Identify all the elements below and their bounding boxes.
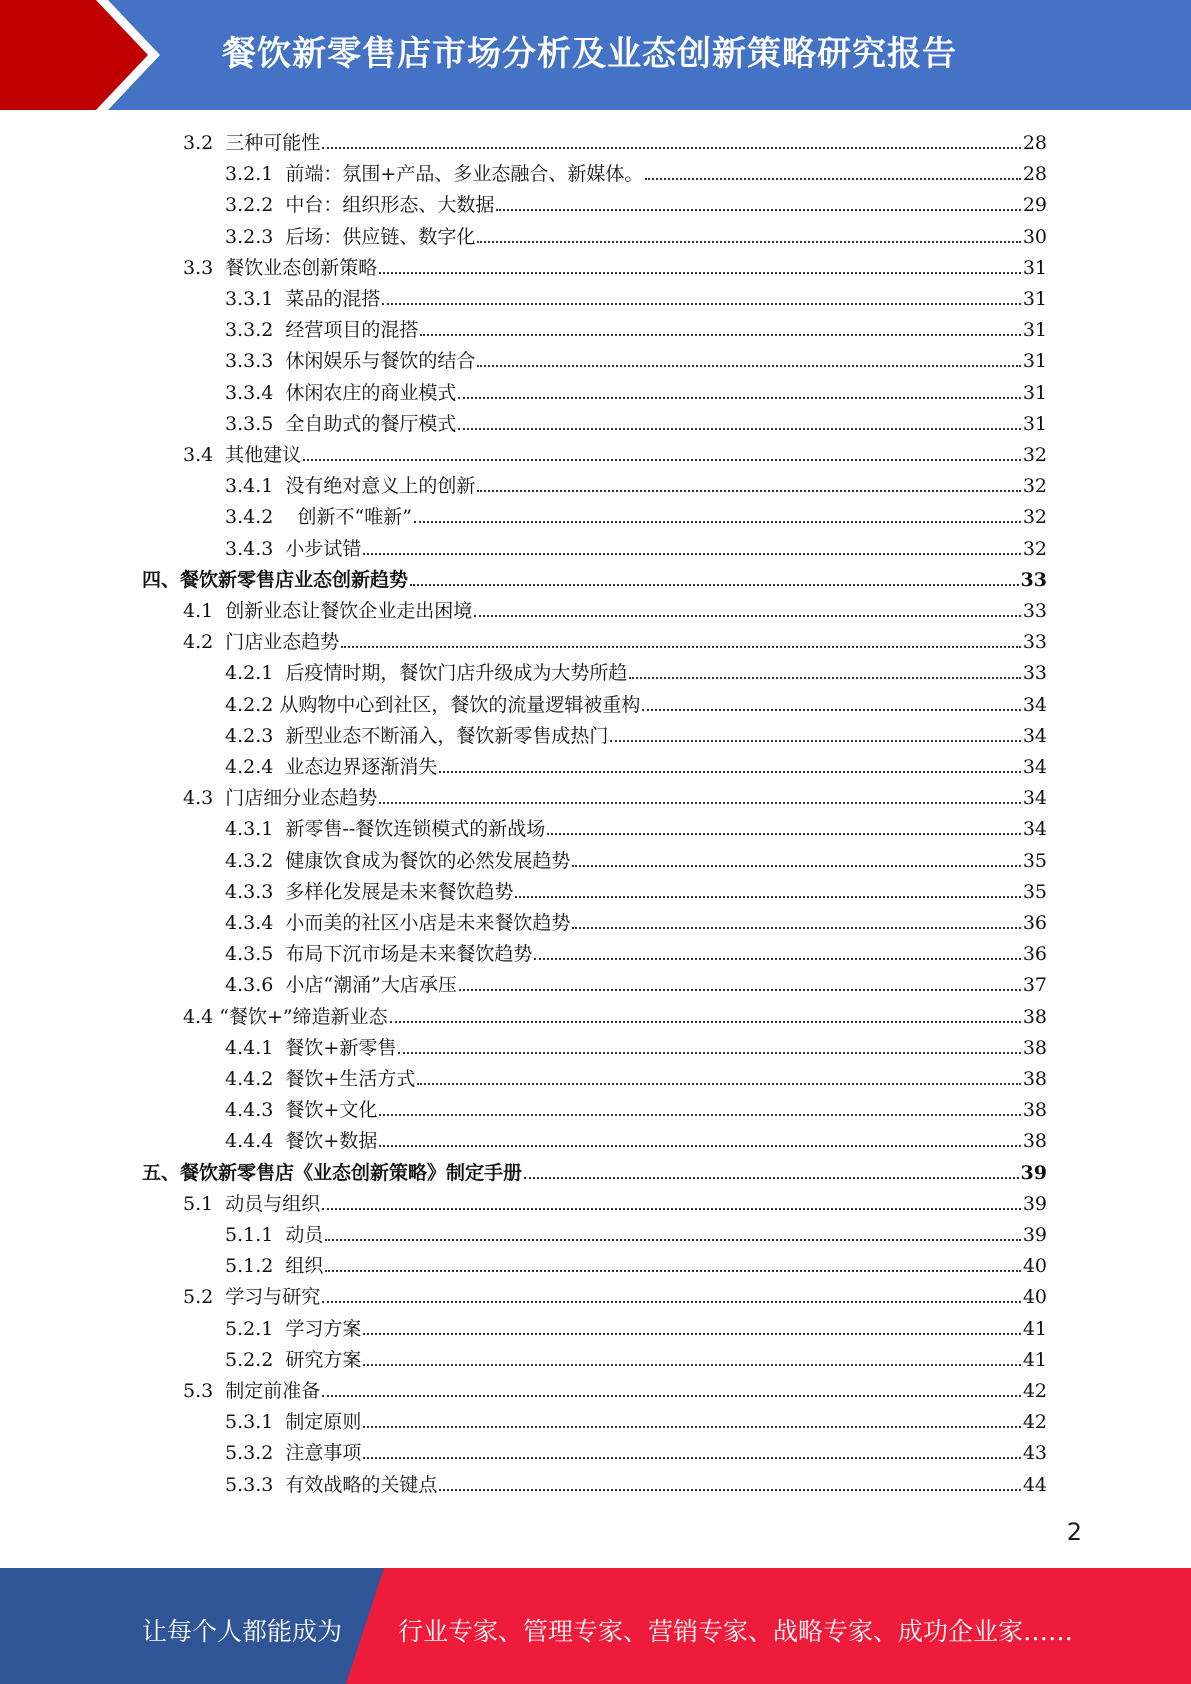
toc-entry-page: 38 [1022, 1130, 1047, 1153]
toc-entry-label: 4.3.3 多样化发展是未来餐饮趋势 [225, 880, 514, 903]
toc-entry-page: 38 [1022, 1005, 1047, 1028]
toc-entry[interactable] [225, 1344, 1047, 1372]
toc-dot-leader [534, 958, 1020, 960]
toc-entry[interactable] [183, 1188, 1047, 1216]
toc-entry[interactable] [225, 377, 1047, 405]
toc-entry[interactable] [225, 189, 1047, 217]
toc-entry-label: 3.3.2 经营项目的混搭 [225, 319, 419, 342]
toc-entry-page: 34 [1022, 724, 1047, 747]
toc-entry[interactable] [225, 969, 1047, 997]
toc-dot-leader [322, 1395, 1021, 1397]
toc-dot-leader [379, 802, 1021, 804]
toc-entry[interactable] [225, 158, 1047, 186]
toc-entry[interactable] [183, 439, 1047, 467]
toc-entry-page: 32 [1022, 444, 1047, 466]
toc-entry-page: 32 [1022, 537, 1047, 560]
toc-dot-leader [363, 1457, 1020, 1459]
toc-entry-label: 3.4 其他建议 [183, 444, 302, 466]
toc-entry[interactable] [225, 1094, 1047, 1122]
toc-entry-page: 34 [1022, 787, 1047, 810]
toc-entry[interactable] [225, 1219, 1047, 1247]
toc-dot-leader [363, 1426, 1020, 1428]
toc-entry-label: 4.3.6 小店“潮涌”大店承压 [225, 974, 457, 997]
toc-entry-page: 31 [1022, 256, 1047, 279]
toc-entry[interactable] [225, 533, 1047, 561]
page-footer [0, 1568, 1191, 1684]
toc-dot-leader [420, 334, 1020, 336]
toc-entry[interactable] [225, 876, 1047, 904]
toc-entry-label: 5.1.2 组织 [225, 1255, 324, 1278]
toc-dot-leader [610, 740, 1020, 742]
toc-entry[interactable] [225, 1125, 1047, 1153]
toc-entry[interactable] [225, 845, 1047, 873]
toc-entry-label: 3.3.1 菜品的混搭 [225, 288, 381, 310]
toc-entry-label: 4.2 门店业态趋势 [183, 631, 340, 654]
toc-dot-leader [477, 365, 1020, 367]
toc-entry-page: 35 [1022, 880, 1047, 903]
toc-entry[interactable] [142, 564, 1047, 592]
toc-dot-leader [322, 147, 1021, 149]
toc-entry-page: 34 [1022, 756, 1047, 778]
toc-entry[interactable] [142, 1157, 1047, 1185]
toc-entry-page: 31 [1022, 319, 1047, 342]
toc-entry-label: 5.3.2 注意事项 [225, 1442, 362, 1465]
toc-dot-leader [363, 553, 1020, 555]
toc-entry-label: 4.4.4 餐饮+数据 [225, 1130, 378, 1153]
toc-entry[interactable] [183, 626, 1047, 654]
toc-entry[interactable] [225, 1313, 1047, 1341]
toc-entry-label: 五、餐饮新零售店《业态创新策略》制定手册 [142, 1161, 523, 1184]
toc-entry-page: 36 [1022, 943, 1047, 966]
toc-entry[interactable] [225, 1032, 1047, 1060]
toc-dot-leader [477, 241, 1020, 243]
toc-entry-label: 4.4 “餐饮+”缔造新业态 [183, 1005, 388, 1028]
toc-dot-leader [572, 927, 1020, 929]
toc-entry[interactable] [225, 283, 1047, 311]
toc-dot-leader [515, 896, 1020, 898]
toc-dot-leader [642, 709, 1020, 711]
report-title: 餐饮新零售店市场分析及业态创新策略研究报告 [222, 34, 957, 74]
toc-dot-leader [458, 428, 1020, 430]
toc-entry-label: 四、餐饮新零售店业态创新趋势 [142, 568, 409, 591]
footer-slogan-left: 让每个人都能成为 [142, 1617, 343, 1646]
toc-entry-page: 33 [1020, 568, 1047, 591]
header-arrow-icon [0, 0, 160, 110]
toc-entry[interactable] [183, 1375, 1047, 1403]
toc-entry[interactable] [225, 1469, 1047, 1497]
toc-dot-leader [629, 677, 1020, 679]
toc-entry-label: 3.2.1 前端：氛围+产品、多业态融合、新媒体。 [225, 163, 644, 186]
toc-entry-page: 28 [1022, 163, 1047, 186]
toc-entry-label: 4.3 门店细分业态趋势 [183, 787, 378, 810]
toc-dot-leader [439, 771, 1020, 773]
toc-entry-page: 29 [1022, 194, 1047, 217]
toc-entry-label: 3.4.1 没有绝对意义上的创新 [225, 475, 476, 498]
toc-entry-label: 3.2.3 后场：供应链、数字化 [225, 225, 476, 248]
toc-dot-leader [325, 1270, 1020, 1272]
toc-entry[interactable] [225, 907, 1047, 935]
page-header [0, 0, 1191, 110]
toc-entry-page: 39 [1022, 1192, 1047, 1215]
toc-entry[interactable] [225, 1437, 1047, 1465]
toc-entry-label: 5.2.1 学习方案 [225, 1317, 362, 1340]
toc-entry[interactable] [183, 595, 1047, 623]
toc-entry-label: 3.3.5 全自助式的餐厅模式 [225, 412, 457, 435]
toc-entry[interactable] [225, 720, 1047, 748]
toc-entry-label: 4.3.5 布局下沉市场是未来餐饮趋势 [225, 943, 533, 966]
toc-dot-leader [645, 178, 1020, 180]
toc-entry-page: 31 [1022, 381, 1047, 404]
toc-entry[interactable] [225, 938, 1047, 966]
toc-dot-leader [322, 1208, 1021, 1210]
toc-entry-label: 5.1 动员与组织 [183, 1192, 321, 1215]
toc-entry[interactable] [225, 1250, 1047, 1278]
toc-dot-leader [325, 1239, 1020, 1241]
toc-dot-leader [524, 1177, 1019, 1179]
toc-entry-label: 4.4.2 餐饮+生活方式 [225, 1068, 416, 1090]
toc-entry-label: 5.2 学习与研究 [183, 1286, 321, 1309]
toc-dot-leader [547, 833, 1021, 835]
toc-entry-page: 40 [1022, 1286, 1047, 1309]
toc-entry-page: 30 [1022, 225, 1047, 248]
toc-entry[interactable] [225, 689, 1047, 717]
toc-entry-page: 33 [1022, 600, 1047, 622]
toc-entry[interactable] [225, 1406, 1047, 1434]
toc-entry-label: 4.2.3 新型业态不断涌入，餐饮新零售成热门 [225, 724, 609, 747]
toc-dot-leader [439, 1489, 1020, 1491]
toc-entry[interactable] [225, 751, 1047, 779]
toc-entry-page: 39 [1020, 1161, 1047, 1184]
toc-entry-page: 28 [1022, 132, 1047, 154]
toc-entry-page: 43 [1022, 1442, 1047, 1465]
toc-entry[interactable] [225, 813, 1047, 841]
toc-dot-leader [303, 459, 1021, 461]
toc-entry-label: 5.1.1 动员 [225, 1224, 324, 1246]
toc-entry-page: 38 [1022, 1068, 1047, 1090]
toc-dot-leader [398, 1052, 1020, 1054]
toc-entry-label: 3.3 餐饮业态创新策略 [183, 256, 378, 279]
toc-dot-leader [458, 397, 1020, 399]
toc-dot-leader [410, 584, 1019, 586]
toc-dot-leader [572, 865, 1020, 867]
toc-entry-page: 39 [1022, 1224, 1047, 1246]
toc-entry-label: 4.3.1 新零售--餐饮连锁模式的新战场 [225, 818, 546, 841]
toc-entry-label: 3.3.4 休闲农庄的商业模式 [225, 381, 457, 404]
toc-dot-leader [363, 1364, 1020, 1366]
toc-entry-page: 41 [1022, 1348, 1047, 1371]
toc-entry-page: 33 [1022, 631, 1047, 654]
toc-dot-leader [496, 209, 1020, 211]
toc-entry-label: 3.2 三种可能性 [183, 132, 321, 154]
toc-entry-page: 32 [1022, 506, 1047, 529]
toc-entry[interactable] [225, 345, 1047, 373]
toc-entry-label: 5.2.2 研究方案 [225, 1348, 362, 1371]
toc-dot-leader [390, 1021, 1021, 1023]
toc-entry[interactable] [183, 782, 1047, 810]
toc-dot-leader [379, 1114, 1020, 1116]
toc-entry-label: 3.4.3 小步试错 [225, 537, 362, 560]
toc-entry-page: 42 [1022, 1411, 1047, 1434]
toc-entry-label: 4.4.1 餐饮+新零售 [225, 1036, 397, 1059]
toc-entry-label: 3.2.2 中台：组织形态、大数据 [225, 194, 495, 217]
toc-entry-label: 4.2.1 后疫情时期，餐饮门店升级成为大势所趋 [225, 662, 628, 685]
toc-entry[interactable] [183, 252, 1047, 280]
toc-entry-page: 38 [1022, 1036, 1047, 1059]
toc-entry[interactable] [225, 1063, 1047, 1091]
toc-entry-label: 4.2.4 业态边界逐渐消失 [225, 756, 438, 778]
toc-dot-leader [363, 1333, 1020, 1335]
toc-dot-leader [382, 303, 1020, 305]
toc-entry-page: 38 [1022, 1099, 1047, 1122]
toc-entry-page: 35 [1022, 849, 1047, 872]
toc-entry[interactable] [183, 1001, 1047, 1029]
toc-entry[interactable] [225, 408, 1047, 436]
toc-entry-page: 36 [1022, 912, 1047, 934]
toc-entry-page: 34 [1022, 818, 1047, 841]
toc-entry-label: 3.3.3 休闲娱乐与餐饮的结合 [225, 350, 476, 373]
toc-entry-page: 42 [1022, 1380, 1047, 1402]
toc-entry[interactable] [225, 470, 1047, 498]
toc-dot-leader [474, 615, 1021, 617]
toc-entry-label: 5.3 制定前准备 [183, 1380, 321, 1402]
toc-entry-label: 3.4.2 创新不“唯新” [225, 506, 412, 529]
toc-dot-leader [414, 521, 1021, 523]
toc-dot-leader [341, 646, 1021, 648]
toc-entry-page: 40 [1022, 1255, 1047, 1278]
toc-entry-page: 34 [1022, 693, 1047, 716]
toc-entry-label: 4.3.2 健康饮食成为餐饮的必然发展趋势 [225, 849, 571, 872]
toc-entry-page: 31 [1022, 350, 1047, 373]
toc-entry[interactable] [225, 314, 1047, 342]
toc-dot-leader [322, 1301, 1021, 1303]
toc-entry-page: 44 [1022, 1473, 1047, 1496]
toc-entry-page: 41 [1022, 1317, 1047, 1340]
toc-entry[interactable] [225, 657, 1047, 685]
toc-dot-leader [477, 490, 1020, 492]
toc-entry-label: 5.3.1 制定原则 [225, 1411, 362, 1434]
toc-dot-leader [379, 272, 1021, 274]
toc-entry[interactable] [183, 1281, 1047, 1309]
toc-entry[interactable] [183, 127, 1047, 155]
toc-dot-leader [379, 1145, 1020, 1147]
toc-entry-page: 37 [1022, 974, 1047, 997]
toc-entry-page: 31 [1022, 412, 1047, 435]
toc-entry[interactable] [225, 501, 1047, 529]
toc-entry-page: 31 [1022, 288, 1047, 310]
toc-dot-leader [417, 1083, 1020, 1085]
toc-entry-page: 32 [1022, 475, 1047, 498]
page-number: 2 [1066, 1518, 1082, 1546]
toc-entry-label: 4.3.4 小而美的社区小店是未来餐饮趋势 [225, 912, 571, 934]
toc-entry-label: 5.3.3 有效战略的关键点 [225, 1473, 438, 1496]
toc-entry[interactable] [225, 221, 1047, 249]
toc-entry-label: 4.4.3 餐饮+文化 [225, 1099, 378, 1122]
toc-dot-leader [459, 989, 1021, 991]
toc-entry-page: 33 [1022, 662, 1047, 685]
toc-entry-label: 4.1 创新业态让餐饮企业走出困境 [183, 600, 473, 622]
footer-slogan-right: 行业专家、管理专家、营销专家、战略专家、成功企业家…… [398, 1617, 1074, 1646]
toc-entry-label: 4.2.2 从购物中心到社区，餐饮的流量逻辑被重构 [225, 693, 641, 716]
